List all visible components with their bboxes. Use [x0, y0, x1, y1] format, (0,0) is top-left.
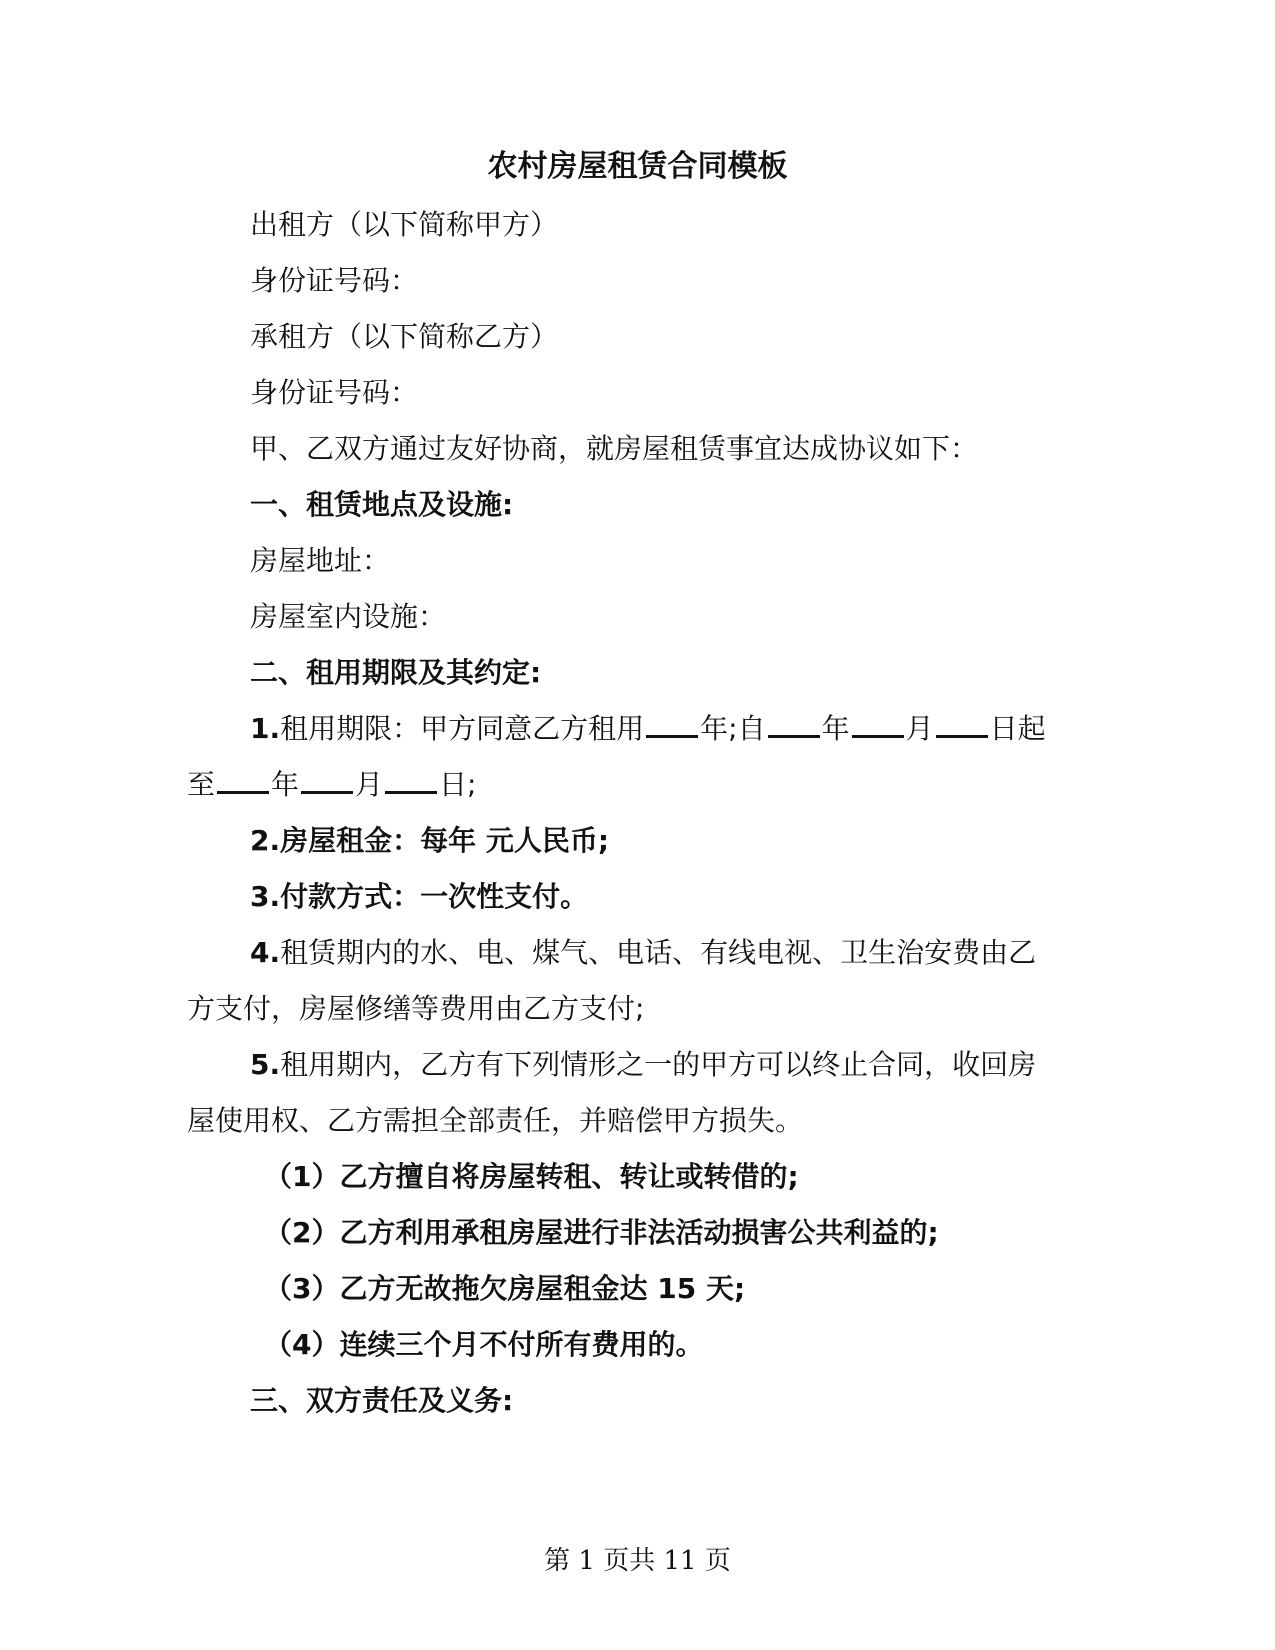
section2-heading: 二、租用期限及其约定: — [250, 656, 542, 689]
start-day-blank — [936, 709, 988, 738]
page-number-footer: 第 1 页共 11 页 — [544, 1546, 731, 1576]
item1-number: 1. — [250, 712, 281, 745]
condition-1: （1）乙方擅自将房屋转租、转让或转借的; — [264, 1160, 799, 1193]
utilities-line-2: 方支付，房屋修缮等费用由乙方支付; — [187, 992, 645, 1025]
rent-line: 2.房屋租金：每年 元人民币; — [250, 824, 610, 857]
section3-heading: 三、双方责任及义务: — [250, 1384, 514, 1417]
section1-heading: 一、租赁地点及设施: — [250, 488, 514, 521]
lessor-line: 出租方（以下简称甲方） — [250, 208, 559, 241]
intro-paragraph: 甲、乙双方通过友好协商，就房屋租赁事宜达成协议如下： — [250, 432, 979, 465]
end-month-blank — [301, 765, 353, 794]
condition-4: （4）连续三个月不付所有费用的。 — [264, 1328, 704, 1361]
address-line: 房屋地址： — [250, 544, 391, 577]
item5-number: 5. — [250, 1048, 281, 1081]
facilities-line: 房屋室内设施： — [250, 600, 447, 633]
termination-line-1 — [250, 1045, 1036, 1085]
condition-2: （2）乙方利用承租房屋进行非法活动损害公共利益的; — [264, 1216, 939, 1249]
item4-number: 4. — [250, 936, 281, 969]
item1-text-h: 月 — [355, 768, 384, 801]
item1-text-d: 月 — [905, 712, 934, 745]
termination-line-2: 屋使用权、乙方需担全部责任，并赔偿甲方损失。 — [187, 1104, 804, 1137]
item1-text-i: 日; — [439, 768, 477, 801]
lease-term-line-2 — [187, 765, 476, 805]
years-blank — [646, 709, 698, 738]
item1-text-b: 年;自 — [700, 712, 766, 745]
utilities-line-1 — [250, 933, 1036, 973]
item1-text-e: 日起 — [989, 712, 1046, 745]
lessee-line: 承租方（以下简称乙方） — [250, 320, 559, 353]
document-title: 农村房屋租赁合同模板 — [487, 149, 788, 184]
lessor-id-line: 身份证号码： — [250, 264, 419, 297]
end-day-blank — [385, 765, 437, 794]
end-year-blank — [217, 765, 269, 794]
item1-text-c: 年 — [821, 712, 850, 745]
item4-text-1: 租赁期内的水、电、煤气、电话、有线电视、卫生治安费由乙 — [280, 936, 1037, 969]
lease-term-line-1 — [250, 709, 1046, 749]
item5-text-1: 租用期内，乙方有下列情形之一的甲方可以终止合同，收回房 — [280, 1048, 1037, 1081]
item1-text-g: 年 — [271, 768, 300, 801]
lessee-id-line: 身份证号码： — [250, 376, 419, 409]
payment-method-line: 3.付款方式：一次性支付。 — [250, 880, 589, 913]
item1-text-f: 至 — [187, 768, 216, 801]
item1-text-a: 租用期限：甲方同意乙方租用 — [280, 712, 645, 745]
start-year-blank — [768, 709, 820, 738]
condition-3: （3）乙方无故拖欠房屋租金达 15 天; — [264, 1272, 746, 1305]
start-month-blank — [852, 709, 904, 738]
